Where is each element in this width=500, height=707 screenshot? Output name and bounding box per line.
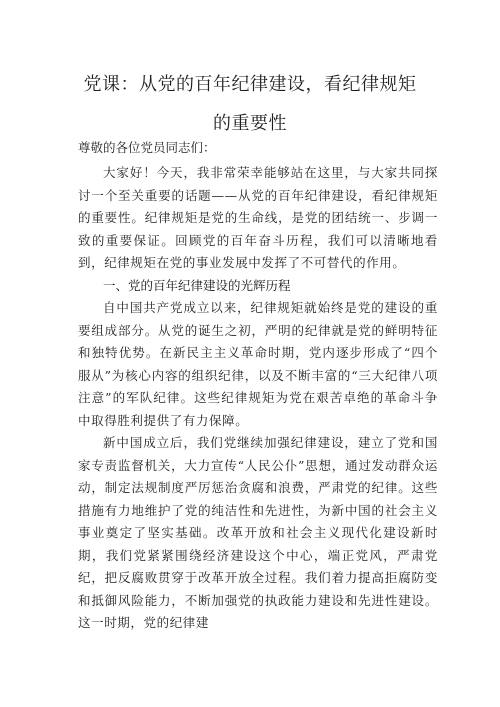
document-title-line-1: 党课：从党的百年纪律建设，看纪律规矩	[83, 74, 417, 95]
paragraph-intro: 大家好！今天，我非常荣幸能够站在这里，与大家共同探讨一个至关重要的话题——从党的百年纪律建设，看纪律规矩的重要性。纪律规矩是党的生命线，是党的团结统一、步调一致的重要保证。回顾党的百年奋斗历程，我们可以清晰地看到，纪律规矩在党的事业发展中发挥了不可替代的作用。	[78, 165, 438, 270]
paragraph-new-china: 新中国成立后，我们党继续加强纪律建设，建立了党和国家专责监督机关，大力宣传“人民公仆”思想，通过发动群众运动，制定法规制度严厉惩治贪腐和浪费，严肃党的纪律。这些措施有力地维护了党的纯洁性和先进性，为新中国的社会主义事业奠定了坚实基础。改革开放和社会主义现代化建设新时期，我们党紧紧围绕经济建设这个中心，端正党风，严肃党纪，把反腐败贯穿于改革开放全过程。我们着力提高拒腐防变和抵御风险能力，不断加强党的执政能力建设和先进性建设。这一时期，党的纪律建	[78, 435, 438, 630]
document-body	[78, 162, 438, 635]
greeting: 尊敬的各位党员同志们：	[78, 140, 216, 155]
section-heading-1: 一、党的百年纪律建设的光辉历程	[103, 277, 291, 293]
paragraph-history: 自中国共产党成立以来，纪律规矩就始终是党的建设的重要组成部分。从党的诞生之初，严明的纪律就是党的鲜明特征和独特优势。在新民主主义革命时期，党内逐步形成了“四个服从”为核心内容的组织纪律，以及不断丰富的“三大纪律八项注意”的军队纪律。这些纪律规矩为党在艰苦卓绝的革命斗争中取得胜利提供了有力保障。	[78, 300, 438, 428]
document-title-line-2: 的重要性	[213, 113, 287, 134]
